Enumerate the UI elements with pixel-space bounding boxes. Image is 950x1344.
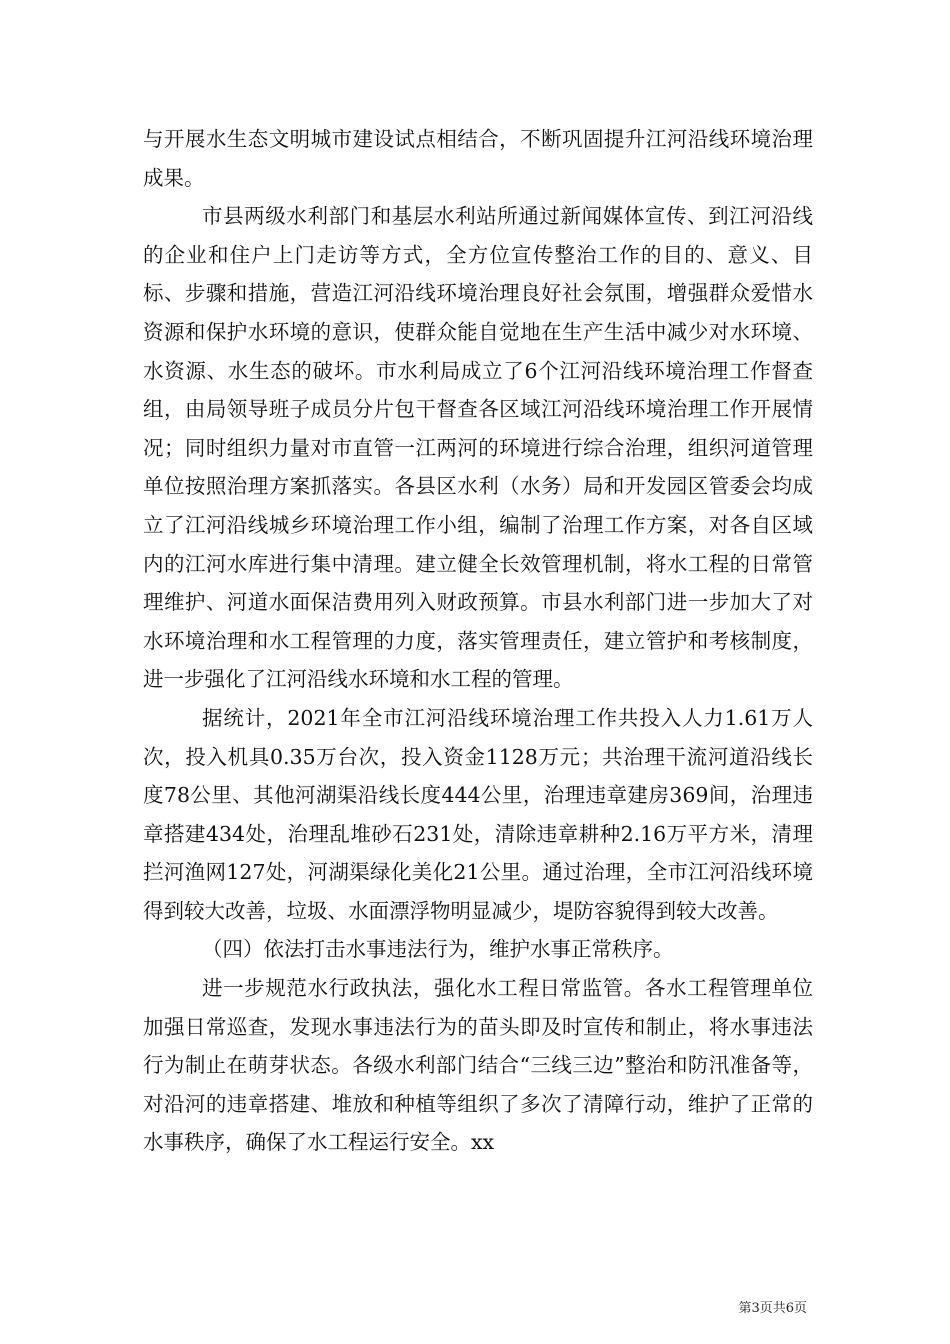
paragraph-statistics: 据统计，2021年全市江河沿线环境治理工作共投入人力1.61万人次，投入机具0.35万台次，投入资金1128万元；共治理干流河道沿线长度78公里、其他河湖渠沿线长度444公里，治理违章建房369间，治理违章搭建434处，治理乱堆砂石231处，清除违章耕种2.16万平方米，清理拦河渔网127处，河湖渠绿化美化21公里。通过治理，全市江河沿线环境得到较大改善，垃圾、水面漂浮物明显减少，堤防容貌得到较大改善。 xyxy=(143,705,813,923)
section-heading-four: （四）依法打击水事违法行为，维护水事正常秩序。 xyxy=(202,937,674,962)
paragraph-publicity-and-supervision: 市县两级水利部门和基层水利站所通过新闻媒体宣传、到江河沿线的企业和住户上门走访等方式，全方位宣传整治工作的目的、意义、目标、步骤和措施，营造江河沿线环境治理良好社会氛围，增强群众爱惜水资源和保护水环境的意识，使群众能自觉地在生产生活中减少对水环境、水资源、水生态的破坏。市水利局成立了6个江河沿线环境治理工作督查组，由局领导班子成员分片包干督查各区域江河沿线环境治理工作开展情况；同时组织力量对市直管一江两河的环境进行综合治理，组织河道管理单位按照治理方案抓落实。各县区水利（水务）局和开发园区管委会均成立了江河沿线城乡环境治理工作小组，编制了治理工作方案，对各自区域内的江河水库进行集中清理。建立健全长效管理机制，将水工程的日常管理维护、河道水面保洁费用列入财政预算。市县水利部门进一步加大了对水环境治理和水工程管理的力度，落实管理责任，建立管护和考核制度，进一步强化了江河沿线水环境和水工程的管理。 xyxy=(143,204,813,692)
paragraph-continuation: 与开展水生态文明城市建设试点相结合，不断巩固提升江河沿线环境治理成果。 xyxy=(143,127,813,190)
page-number-footer: 第3页共6页 xyxy=(738,1301,807,1316)
document-body xyxy=(143,120,813,1162)
paragraph-law-enforcement: 进一步规范水行政执法，强化水工程日常监管。各水工程管理单位加强日常巡查，发现水事违法行为的苗头即及时宣传和制止，将水事违法行为制止在萌芽状态。各级水利部门结合“三线三边”整治和防汛准备等，对沿河的违章搭建、堆放和种植等组织了多次了清障行动，维护了正常的水事秩序，确保了水工程运行安全。xx xyxy=(143,976,813,1155)
